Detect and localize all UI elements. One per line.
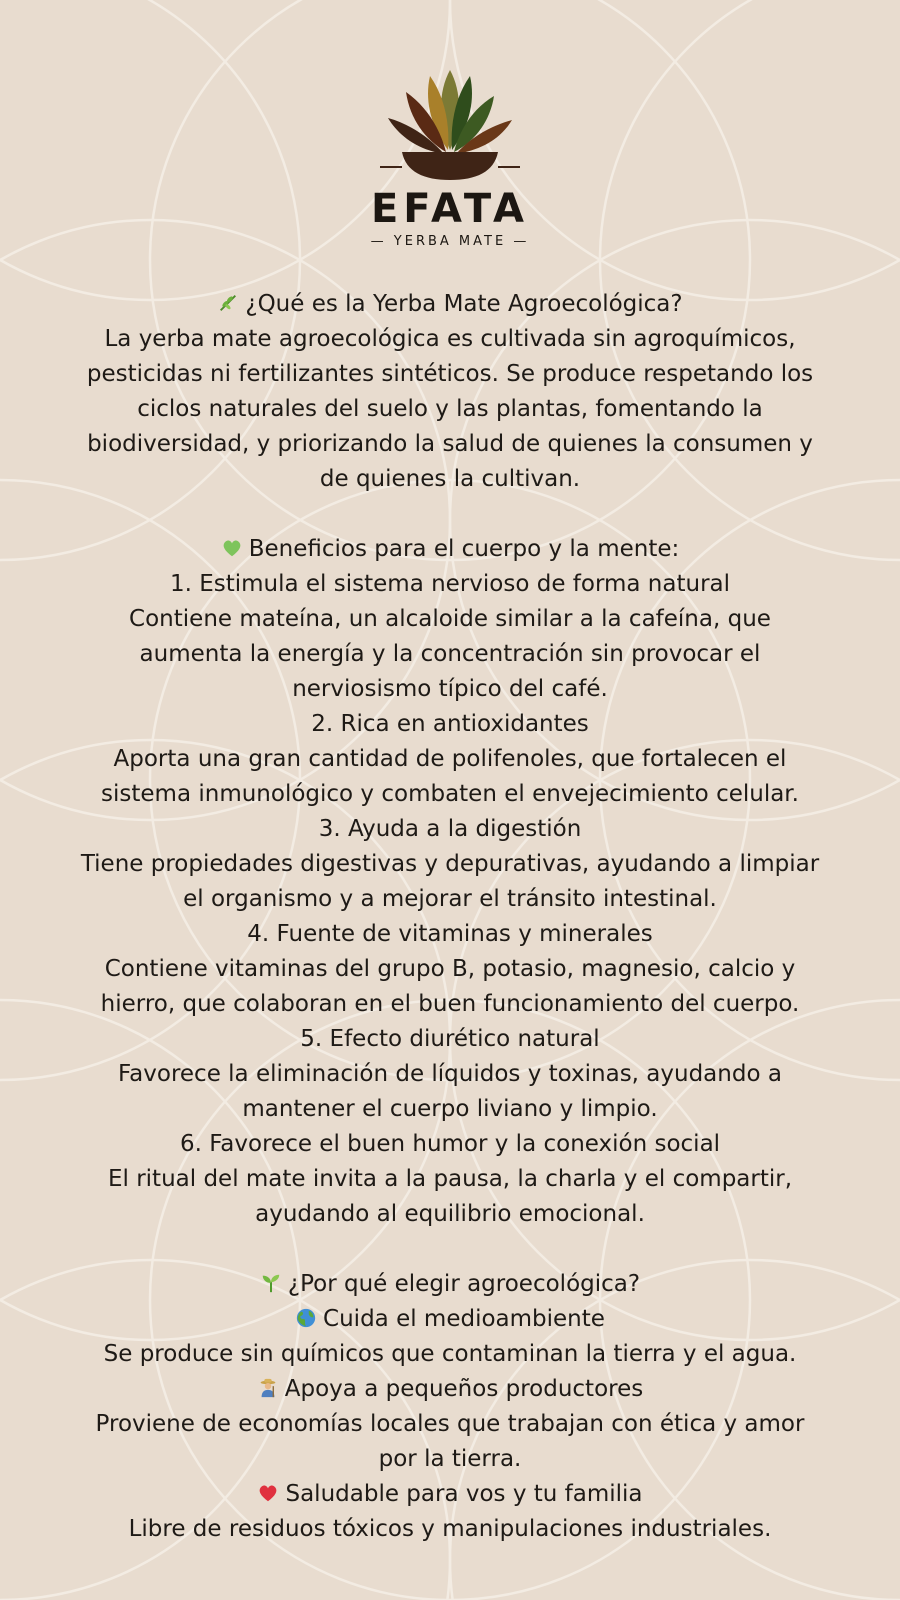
- benefit-line: sistema inmunológico y combaten el envejecimiento celular.: [101, 781, 799, 807]
- paragraph-line: pesticidas ni fertilizantes sintéticos. Se produce respetando los: [86, 361, 814, 387]
- benefit-title: 1. Estimula el sistema nervioso de forma natural: [169, 571, 731, 597]
- benefit-line: Contiene mateína, un alcaloide similar a la cafeína, que: [129, 606, 771, 632]
- benefit-line: Tiene propiedades digestivas y depurativas, ayudando a limpiar: [80, 851, 820, 877]
- globe-icon: [295, 1307, 317, 1329]
- paragraph-line: biodiversidad, y priorizando la salud de quienes la consumen y: [87, 431, 813, 457]
- benefit-title: 6. Favorece el buen humor y la conexión social: [179, 1131, 721, 1157]
- paragraph-line: de quienes la cultivan.: [319, 466, 581, 492]
- brand-name: EFATA: [370, 186, 530, 232]
- farmer-icon: [257, 1377, 279, 1399]
- paragraph-line: ciclos naturales del suelo y las plantas, fomentando la: [137, 396, 763, 422]
- brand-logo: [360, 62, 540, 252]
- benefit-title: 3. Ayuda a la digestión: [318, 816, 582, 842]
- seedling-icon: [260, 1272, 282, 1294]
- brand-tagline: — YERBA MATE —: [370, 234, 530, 249]
- point-line: Proviene de economías locales que trabajan con ética y amor: [95, 1411, 805, 1437]
- benefit-title: 2. Rica en antioxidantes: [311, 711, 589, 737]
- benefit-line: el organismo y a mejorar el tránsito intestinal.: [183, 886, 717, 912]
- benefit-line: mantener el cuerpo liviano y limpio.: [242, 1096, 658, 1122]
- point-line: por la tierra.: [378, 1446, 522, 1472]
- benefit-line: Aporta una gran cantidad de polifenoles, que fortalecen el: [113, 746, 787, 772]
- benefit-line: nerviosismo típico del café.: [292, 676, 608, 702]
- section1-heading: ¿Qué es la Yerba Mate Agroecológica?: [20, 287, 880, 322]
- benefit-line: aumenta la energía y la concentración sin provocar el: [139, 641, 761, 667]
- benefit-line: hierro, que colaboran en el buen funcionamiento del cuerpo.: [100, 991, 800, 1017]
- point-line: Se produce sin químicos que contaminan la tierra y el agua.: [103, 1341, 797, 1367]
- benefit-line: ayudando al equilibrio emocional.: [255, 1201, 645, 1227]
- benefit-line: Contiene vitaminas del grupo B, potasio, magnesio, calcio y: [104, 956, 796, 982]
- paragraph-line: La yerba mate agroecológica es cultivada sin agroquímicos,: [104, 326, 796, 352]
- point-title: Saludable para vos y tu familia: [20, 1477, 880, 1512]
- section2-heading: Beneficios para el cuerpo y la mente:: [20, 532, 880, 567]
- benefit-title: 4. Fuente de vitaminas y minerales: [247, 921, 653, 947]
- herb-icon: [217, 292, 239, 314]
- point-line: Libre de residuos tóxicos y manipulaciones industriales.: [128, 1516, 772, 1542]
- point-title: Cuida el medioambiente: [20, 1302, 880, 1337]
- red-heart-icon: [257, 1482, 279, 1504]
- benefit-line: El ritual del mate invita a la pausa, la charla y el compartir,: [107, 1166, 793, 1192]
- article-body: [20, 287, 880, 1547]
- benefit-title: 5. Efecto diurético natural: [300, 1026, 600, 1052]
- benefit-line: Favorece la eliminación de líquidos y toxinas, ayudando a: [118, 1061, 782, 1087]
- point-title: Apoya a pequeños productores: [20, 1372, 880, 1407]
- leaf-bowl-icon: [380, 62, 520, 182]
- green-heart-icon: [221, 537, 243, 559]
- section3-heading: ¿Por qué elegir agroecológica?: [20, 1267, 880, 1302]
